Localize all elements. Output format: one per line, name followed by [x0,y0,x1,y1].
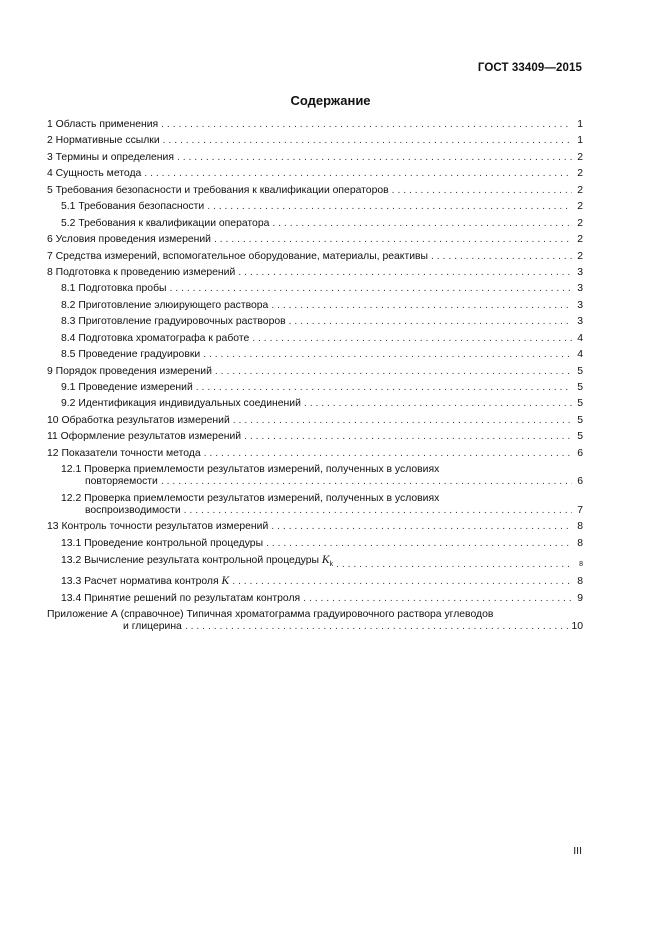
toc-subentry[interactable]: 8.2 Приготовление элюирующего раствора . . . 3 [47,300,583,312]
toc-entry[interactable]: 7 Средства измерений, вспомогательное оборудование, материалы, реактивы . . . 2 [47,251,583,263]
toc-subentry[interactable]: 9.1 Проведение измерений . . . 5 [47,382,583,394]
toc-subentry[interactable]: 13.2 Вычисление результата контрольной процедуры $K_k$ . . . 8 [47,554,583,571]
toc-subentry[interactable]: 5.1 Требования безопасности . . . 2 [47,201,583,213]
toc-subentry[interactable]: 13.4 Принятие решений по результатам контроля . . . 9 [47,593,583,605]
document-code: ГОСТ 33409—2015 [477,62,582,74]
formula-subscript: k [329,561,334,569]
toc-subentry[interactable]: 9.2 Идентификация индивидуальных соединений . . . 5 [47,398,583,410]
toc-entry[interactable]: 5 Требования безопасности и требования к квалификации операторов . . . 2 [47,185,583,197]
formula-variable: K [221,575,230,588]
toc-subentry[interactable]: 8.5 Проведение градуировки . . . 4 [47,349,583,361]
toc-entry[interactable]: 8 Подготовка к проведению измерений . . . 3 [47,267,583,279]
toc-subentry[interactable]: 8.4 Подготовка хроматографа к работе . . . 4 [47,333,583,345]
toc-appendix-entry[interactable]: Приложение А (справочное) Типичная хроматограмма градуировочного раствора углеводов и глицерина . . . 10 [47,609,583,633]
toc-subentry[interactable]: 5.2 Требования к квалификации оператора . . . 2 [47,218,583,230]
toc-subentry[interactable]: 13.3 Расчет норматива контроля K . . . 8 [47,575,583,588]
toc-entry[interactable]: 2 Нормативные ссылки . . . 1 [47,135,583,147]
toc-subentry[interactable]: 12.1 Проверка приемлемости результатов измерений, полученных в условиях повторяемости . . . 6 [47,464,583,488]
toc-entry[interactable]: 3 Термины и определения . . . 2 [47,152,583,164]
toc-entry[interactable]: 12 Показатели точности метода . . . 6 [47,448,583,460]
toc-subentry[interactable]: 8.1 Подготовка пробы . . . 3 [47,283,583,295]
toc-subentry[interactable]: 8.3 Приготовление градуировочных растворов . . . 3 [47,316,583,328]
toc-entry[interactable]: 1 Область применения . . . 1 [47,119,583,131]
toc-entry[interactable]: 4 Сущность метода . . . 2 [47,168,583,180]
toc-entry[interactable]: 9 Порядок проведения измерений . . . 5 [47,366,583,378]
toc-entry[interactable]: 10 Обработка результатов измерений . . . 5 [47,415,583,427]
toc-entry[interactable]: 6 Условия проведения измерений . . . 2 [47,234,583,246]
table-of-contents [47,119,583,638]
toc-subentry[interactable]: 12.2 Проверка приемлемости результатов измерений, полученных в условиях воспроизводимости . . . 7 [47,493,583,517]
toc-title: Содержание [290,93,371,108]
toc-entry[interactable]: 11 Оформление результатов измерений . . . 5 [47,431,583,443]
toc-subentry[interactable]: 13.1 Проведение контрольной процедуры . . . 8 [47,538,583,550]
formula-variable: K [321,553,330,566]
toc-entry[interactable]: 13 Контроль точности результатов измерений . . . 8 [47,521,583,533]
page-number: III [573,845,582,857]
